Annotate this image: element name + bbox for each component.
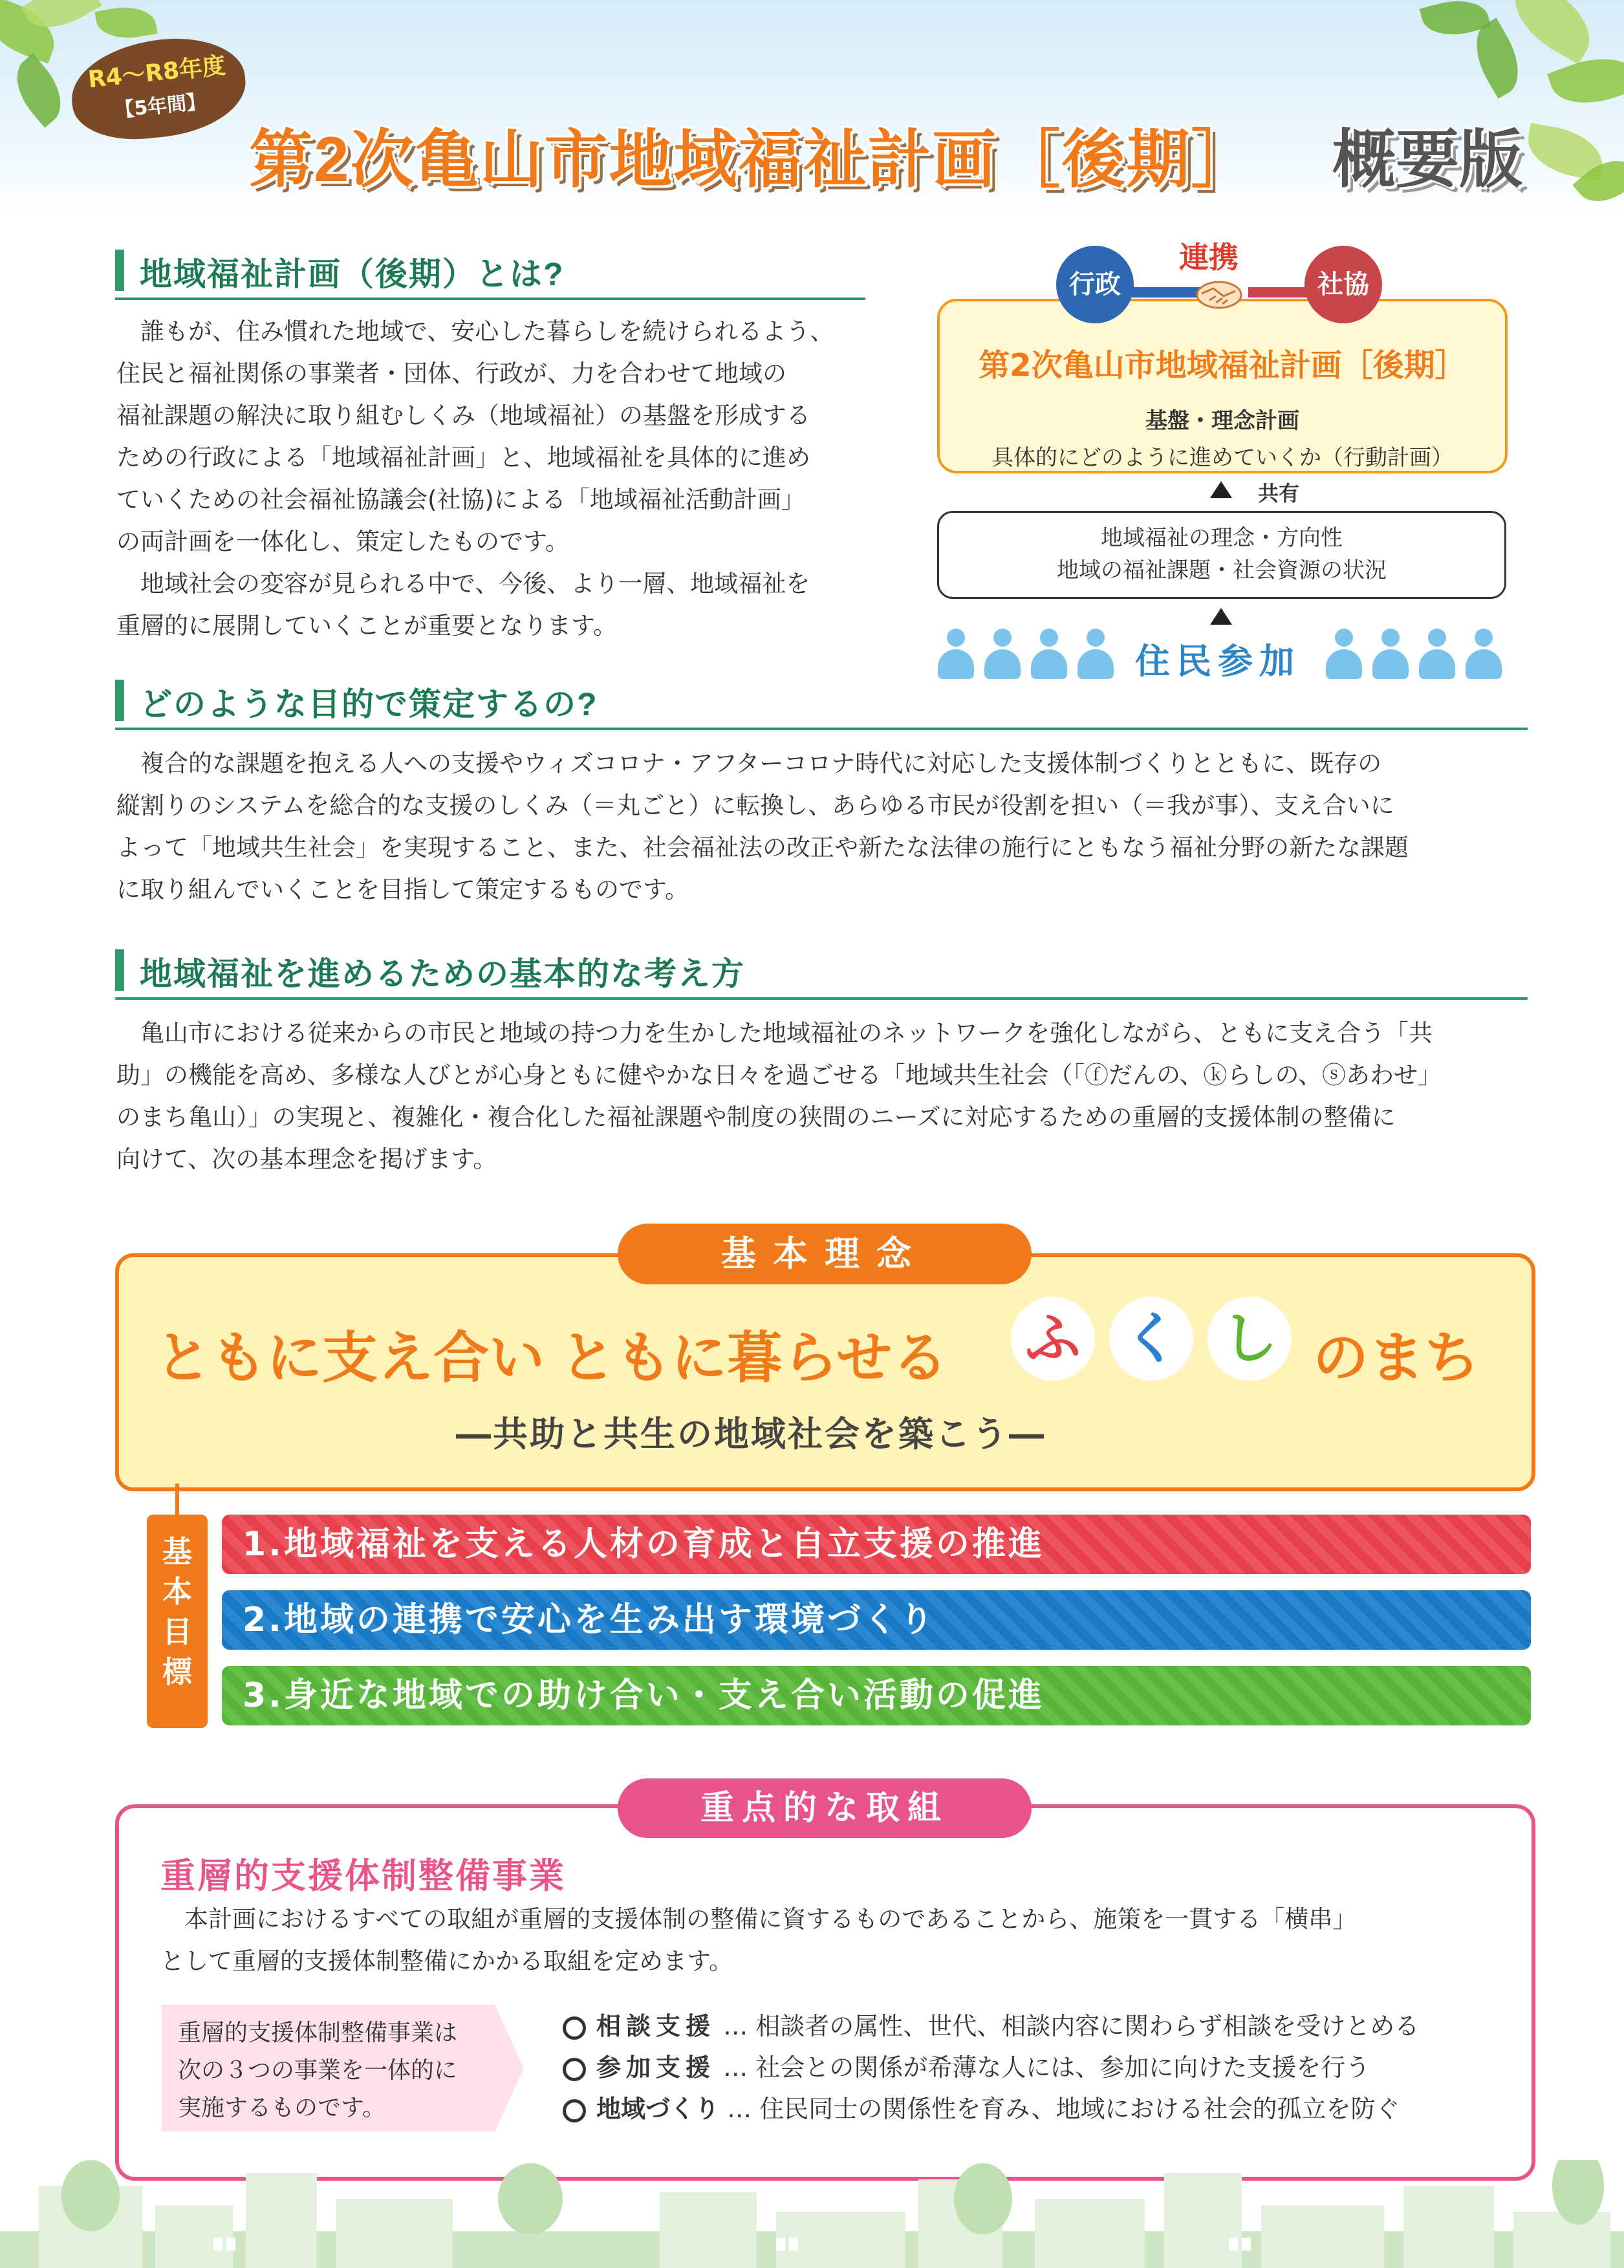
up-arrow-icon (1210, 608, 1232, 625)
goal-2: 2.地域の連携で安心を生み出す環境づくり (222, 1590, 1531, 1650)
priority-body (160, 1898, 1493, 1982)
goal-label (147, 1515, 208, 1728)
person-icon (1077, 629, 1114, 680)
section3-line: 亀山市における従来からの市民と地域の持つ力を生かした地域福祉のネットワークを強化しながら、ともに支え合う「共 (116, 1019, 1433, 1047)
section2-heading-text: どのような目的で策定するの? (140, 686, 598, 722)
goal-1: 1.地域福祉を支える人材の育成と自立支援の推進 (222, 1515, 1531, 1574)
kyoyu-label: 共有 (1258, 481, 1300, 506)
renkei-label: 連携 (1179, 240, 1239, 275)
person-icon (984, 629, 1021, 680)
town-silhouette (0, 2160, 1624, 2268)
section1-heading-text: 地域福祉計画（後期）とは? (140, 256, 565, 292)
priority-heading: 重層的支援体制整備事業 (160, 1855, 566, 1896)
priority-item-desc: … 住民同士の関係性を育み、地域における社会的孤立を防ぐ (727, 2095, 1400, 2123)
gyosei-circle: 行政 (1056, 246, 1134, 323)
person-icon (1031, 629, 1067, 680)
priority-item-community (563, 2089, 1400, 2124)
up-arrow-icon (1210, 481, 1232, 498)
person-icon (1419, 629, 1455, 680)
plan-box (937, 299, 1508, 473)
section2-line: よって「地域共生社会」を実現すること、また、社会福祉法の改正や新たな法律の施行にともなう福祉分野の新たな課題 (116, 834, 1409, 861)
fu-circle: ふ (1011, 1297, 1095, 1381)
person-icon (1372, 629, 1409, 680)
period-sub: 【5年間】 (113, 90, 207, 123)
person-icon (938, 629, 974, 680)
goal-3: 3.身近な地域での助け合い・支え合い活動の促進 (222, 1666, 1531, 1725)
plan-line2: 具体的にどのように進めていくか（行動計画） (991, 445, 1453, 471)
section1-heading (115, 246, 865, 300)
priority-item-consult (563, 2006, 1419, 2042)
callout-line: 次の３つの事業を一体的に (178, 2057, 458, 2084)
priority-item-name: 参加支援 (596, 2053, 716, 2082)
jumin-label: 住民参加 (1135, 641, 1301, 682)
shi-circle: し (1207, 1297, 1292, 1381)
callout-line: 実施するものです。 (178, 2095, 386, 2121)
rinen-subtitle: ―共助と共生の地域社会を築こう― (456, 1414, 1046, 1454)
section1-line: の両計画を一体化し、策定したものです。 (116, 528, 570, 556)
circle-bullet-icon (563, 2016, 586, 2040)
priority-item-name: 相談支援 (596, 2012, 716, 2040)
plan-line1: 基盤・理念計画 (1145, 408, 1299, 434)
page-subtitle: 概要版 (1332, 124, 1523, 195)
rinen-main-tail: のまち (1313, 1327, 1480, 1389)
section2-line: に取り組んでいくことを目指して策定するものです。 (116, 876, 689, 903)
section2-body (116, 742, 1539, 911)
circle-bullet-icon (563, 2058, 586, 2081)
base-line2: 地域の福祉課題・社会資源の状況 (1057, 557, 1387, 583)
plan-title: 第2次亀山市地域福祉計画［後期］ (979, 347, 1466, 383)
section1-line: 住民と福祉関係の事業者・団体、行政が、力を合わせて地域の (116, 360, 786, 387)
priority-line: として重層的支援体制整備にかかる取組を定めます。 (160, 1947, 733, 1975)
section1-line: 誰もが、住み慣れた地域で、安心した暮らしを続けられるよう、 (116, 318, 834, 345)
priority-callout-text (178, 2014, 457, 2127)
section2-line: 縦割りのシステムを総合的な支援のしくみ（＝丸ごと）に転換し、あらゆる市民が役割を担い（＝我が事）、支え合いに (116, 792, 1394, 819)
priority-item-desc: … 相談者の属性、世代、相談内容に関わらず相談を受けとめる (723, 2012, 1420, 2040)
priority-item-participation (563, 2047, 1370, 2083)
section1-line: 重層的に展開していくことが重要となります。 (116, 612, 618, 640)
base-line1: 地域福祉の理念・方向性 (1101, 525, 1343, 551)
section3-line: 助」の機能を高め、多様な人びとが心身ともに健やかな日々を過ごせる「地域共生社会（「ⓕだんの、ⓚらしの、ⓢあわせ」 (116, 1061, 1442, 1089)
person-icon (1466, 629, 1502, 680)
person-icon (1326, 629, 1362, 680)
rinen-tab: 基本理念 (618, 1224, 1032, 1284)
handshake-icon (1190, 270, 1248, 316)
section1-line: 福祉課題の解決に取り組むしくみ（地域福祉）の基盤を形成する (116, 402, 810, 429)
priority-item-name: 地域づくり (596, 2095, 720, 2123)
section1-body (116, 310, 880, 647)
section3-line: 向けて、次の基本理念を掲げます。 (116, 1145, 497, 1173)
callout-line: 重層的支援体制整備事業は (178, 2020, 458, 2046)
section2-line: 複合的な課題を抱える人への支援やウィズコロナ・アフターコロナ時代に対応した支援体制づくりとともに、既存の (116, 750, 1382, 777)
rinen-main: ともに支え合い ともに暮らせる (155, 1327, 948, 1389)
priority-item-desc: … 社会との関係が希薄な人には、参加に向けた支援を行う (723, 2053, 1370, 2082)
page-title: 第2次亀山市地域福祉計画［後期］ (249, 124, 1256, 195)
section3-heading (115, 945, 1528, 1000)
section3-heading-text: 地域福祉を進めるための基本的な考え方 (140, 956, 745, 992)
priority-tab: 重点的な取組 (618, 1778, 1032, 1838)
section1-line: ための行政による「地域福祉計画」と、地域福祉を具体的に進め (116, 444, 810, 471)
shakyo-circle: 社協 (1305, 246, 1382, 323)
section3-body (116, 1012, 1539, 1180)
goal-label-text: 基本目標 (162, 1534, 192, 1689)
section3-line: のまち亀山）」の実現と、複雑化・複合化した福祉課題や制度の狭間のニーズに対応するための重層的支援体制の整備に (116, 1103, 1396, 1131)
section1-line: ていくための社会福祉協議会(社協)による「地域福祉活動計画」 (116, 486, 805, 513)
period-main: R4〜R8年度 (87, 52, 227, 94)
priority-line: 本計画におけるすべての取組が重層的支援体制の整備に資するものであることから、施策を一貫する「横串」 (160, 1905, 1357, 1933)
circle-bullet-icon (563, 2099, 586, 2122)
section2-heading (115, 676, 1528, 730)
ku-circle: く (1109, 1297, 1193, 1381)
section1-line: 地域社会の変容が見られる中で、今後、より一層、地域福祉を (116, 570, 810, 598)
base-box (937, 511, 1506, 599)
